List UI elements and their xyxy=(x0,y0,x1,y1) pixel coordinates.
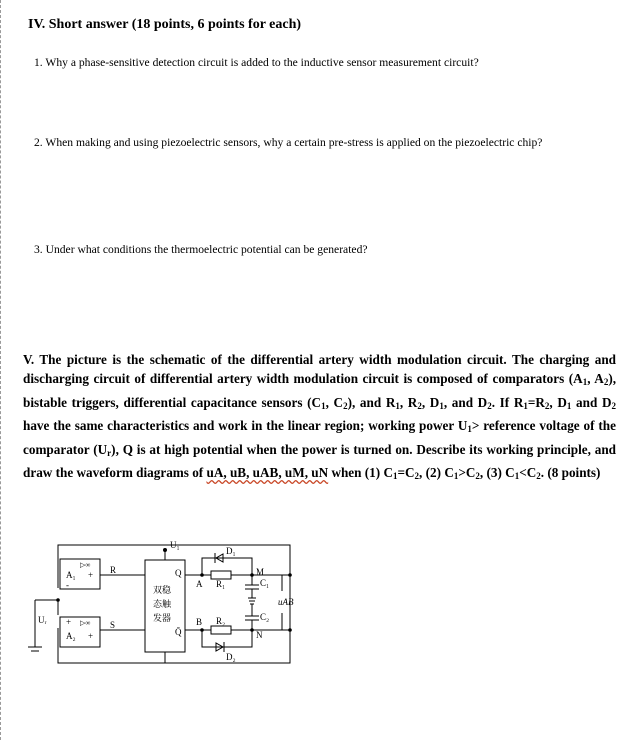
label-u1: U₁ xyxy=(170,540,180,550)
label-a2: A₂ xyxy=(66,631,76,641)
trigger-line-3: 发器 xyxy=(153,613,172,623)
label-a2-plus: + xyxy=(88,631,94,641)
label-qbar: Q̄ xyxy=(175,627,182,637)
resistor-r2 xyxy=(211,626,231,634)
label-d1: D₁ xyxy=(226,546,236,556)
label-a1-inf: ▷∞ xyxy=(80,561,91,569)
question-3: 3. Under what conditions the thermoelectric potential can be generated? xyxy=(34,243,368,256)
label-a1-plus: + xyxy=(88,570,94,580)
section-5-text: V. The picture is the schematic of the differential artery width modulation circuit. The charging and discharging circuit of differential artery width modulation circuit is composed of comparators ($A_1$, $A_2$), bistable triggers, differential capacitance sensors ($C_1$, $C_2$), and $R_1$, $R_2$, $D_1$, and $D_2$. If $R_1=R_2$, $D_1$ and $D_2$ have the same characteristics and work in the linear region; working power $U_1>$ reference voltage of the comparator $(U_r)$, Q is at high potential when the power is turned on. Describe its working principle, and draw the waveform diagrams of uA, uB, uAB, uM, uN when (1) $C_1=C_2$, (2) $C_1>C_2$, (3) $C_1<C_2$. (8 points) xyxy=(23,352,617,482)
feedback-wire xyxy=(58,545,290,663)
label-node-n: N xyxy=(256,630,263,640)
label-d2: D₂ xyxy=(226,652,236,662)
label-uab: uAB xyxy=(278,597,294,607)
label-q: Q xyxy=(175,568,182,578)
label-c2: C₂ xyxy=(260,612,270,622)
resistor-r1 xyxy=(211,571,231,579)
label-ur: Uᵣ xyxy=(38,615,47,625)
label-a2-inf: ▷∞ xyxy=(80,619,91,627)
label-a1: A₁ xyxy=(66,570,76,580)
trigger-line-1: 双稳 xyxy=(153,585,172,595)
section-4-title: IV. Short answer (18 points, 6 points for each) xyxy=(28,17,302,32)
label-r2: R₂ xyxy=(216,616,226,626)
label-node-m: M xyxy=(256,567,265,577)
pwm-circuit-diagram xyxy=(20,535,310,665)
label-s-input: S xyxy=(110,620,116,630)
question-1: 1. Why a phase-sensitive detection circuit is added to the inductive sensor measurement circuit? xyxy=(34,56,479,69)
label-r1: R₁ xyxy=(216,579,226,589)
waveform-list: uA, uB, uAB, uM, uN xyxy=(206,465,329,481)
label-a1-minus: - xyxy=(66,580,69,590)
label-node-b: B xyxy=(196,617,203,627)
label-node-a: A xyxy=(196,579,203,589)
label-c1: C₁ xyxy=(260,578,270,588)
question-2: 2. When making and using piezoelectric sensors, why a certain pre-stress is applied on the piezoelectric chip? xyxy=(34,136,543,149)
trigger-line-2: 态触 xyxy=(153,599,172,609)
page-edge xyxy=(0,0,1,740)
label-a2-plus-in: + xyxy=(66,617,72,627)
label-r-input: R xyxy=(110,565,117,575)
